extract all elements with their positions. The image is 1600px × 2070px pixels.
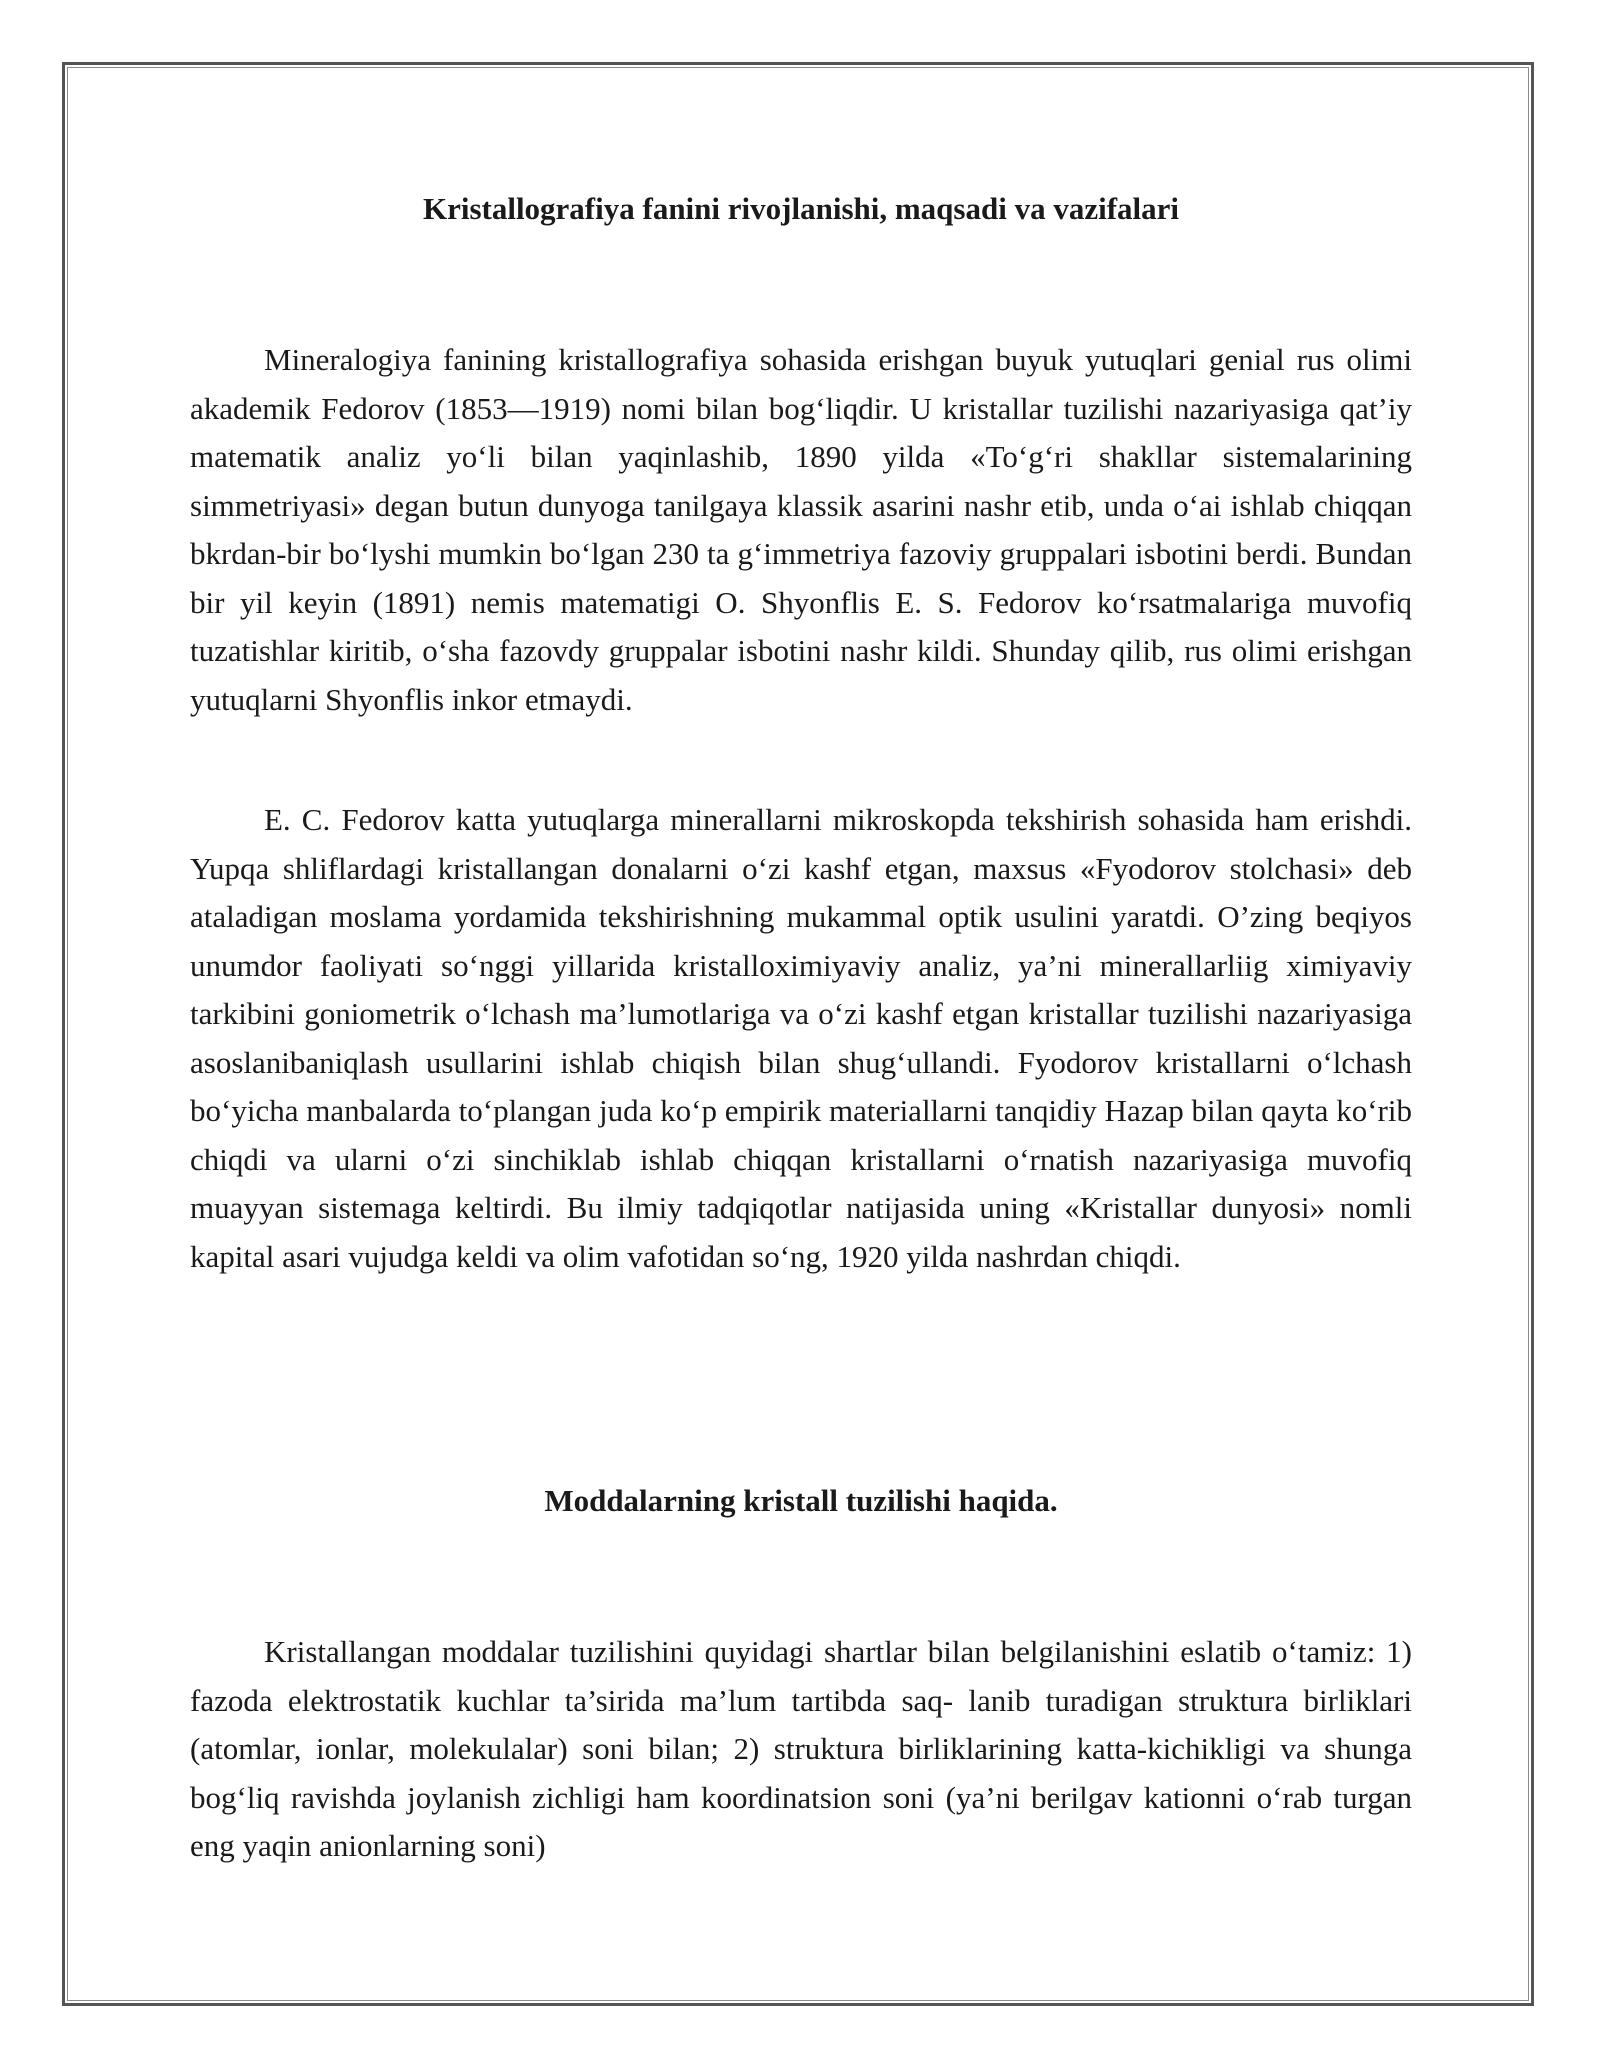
section-title-2: Moddalarning kristall tuzilishi haqida. <box>544 1483 1058 1518</box>
paragraph-2: E. C. Fedorov katta yutuqlarga minerallarni mikroskopda tekshirish sohasida ham erishdi. Yupqa shliflardagi kristallangan donalarni o‘zi kashf etgan, maxsus «Fyodorov stolchasi» deb ataladigan moslama yordamida tekshirishning mukammal optik usulini yaratdi. O’zing beqiyos unumdor faoliyati so‘nggi yillarida kristalloximiyaviy analiz, ya’ni minerallarliig ximiyaviy tarkibini goniometrik o‘lchash ma’lumotlariga va o‘zi kashf etgan kristallar tuzilishi nazariyasiga asoslanibaniqlash usullarini ishlab chiqish bilan shug‘ullandi. Fyodorov kristallarni o‘lchash bo‘yicha manbalarda to‘plangan juda ko‘p empirik materiallarni tanqidiy Hazap bilan qayta ko‘rib chiqdi va ularni o‘zi sinchiklab ishlab chiqqan kristallarni o‘rnatish nazariyasiga muvofiq muayyan sistemaga keltirdi. Bu ilmiy tadqiqotlar natijasida uning «Kristallar dunyosi» nomli kapital asari vujudga keldi va olim vafotidan so‘ng, 1920 yilda nashrdan chiqdi. <box>190 802 1412 1274</box>
paragraph-3: Kristallangan moddalar tuzilishini quyidagi shartlar bilan belgilanishini eslatib o‘tamiz: 1) fazoda elektrostatik kuchlar ta’sirida ma’lum tartibda saq- lanib turadigan struktura birliklari (atomlar, ionlar, molekulalar) soni bilan; 2) struktura birliklarining katta-kichikligi va shunga bog‘liq ravishda joylanish zichligi ham koordinatsion soni (ya’ni berilgav kationni o‘rab turgan eng yaqin anionlarning soni) <box>190 1634 1412 1863</box>
paragraph-1: Mineralogiya fanining kristallografiya sohasida erishgan buyuk yutuqlari genial rus olimi akademik Fedorov (1853—1919) nomi bilan bog‘liqdir. U kristallar tuzilishi nazariyasiga qat’iy matematik analiz yo‘li bilan yaqinlashib, 1890 yilda «To‘g‘ri shakllar sistemalarining simmetriyasi» degan butun dunyoga tanilgaya klassik asarini nashr etib, unda o‘ai ishlab chiqqan bkrdan-bir bo‘lyshi mumkin bo‘lgan 230 ta g‘immetriya fazoviy gruppalari isbotini berdi. Bundan bir yil keyin (1891) nemis matematigi O. Shyonflis E. S. Fedorov ko‘rsatmalariga muvofiq tuzatishlar kiritib, o‘sha fazovdy gruppalar isbotini nashr kildi. Shunday qilib, rus olimi erishgan yutuqlarni Shyonflis inkor etmaydi. <box>190 342 1412 717</box>
section-title-1: Kristallografiya fanini rivojlanishi, maqsadi va vazifalari <box>422 191 1180 226</box>
